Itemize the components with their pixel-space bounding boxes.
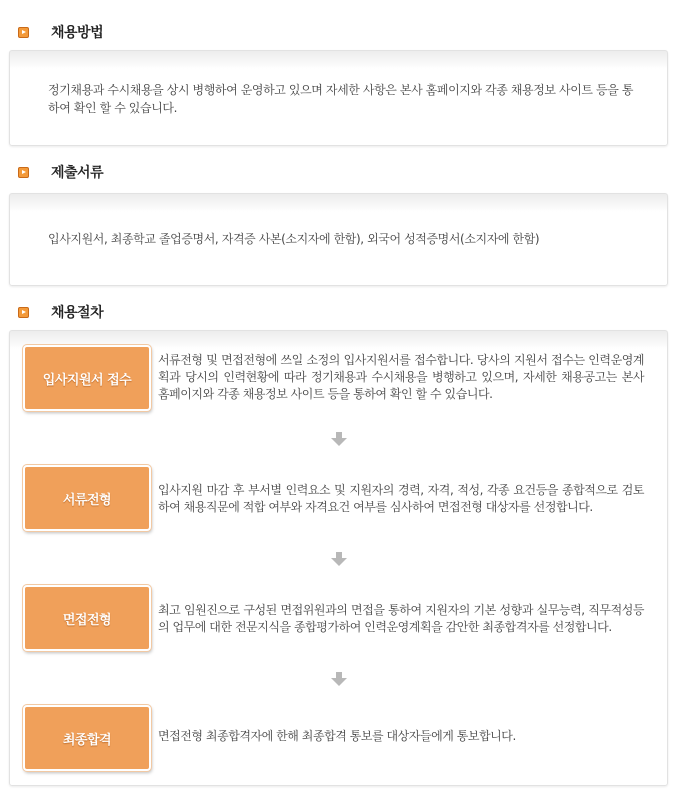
step-application-button xyxy=(23,345,151,411)
down-arrow-icon xyxy=(331,672,347,686)
step-description: 면접전형 최종합격자에 한해 최종합격 통보를 대상자들에게 통보합니다. xyxy=(158,729,516,743)
down-arrow-icon xyxy=(331,552,347,566)
step-description: 서류전형 및 면접전형에 쓰일 소정의 입사지원서를 접수합니다. 당사의 지원서 접수는 인력운영계획과 당시의 인력현황에 따라 정기채용과 수시채용을 병행하고 있으며, 자세한 채용공고는 본사 홈페이지와 각종 채용정보 사이트 등을 통하여 확인 할 수 있습니다. xyxy=(158,353,644,401)
step-final-acceptance-button xyxy=(23,705,151,771)
section-header-documents xyxy=(18,161,103,183)
section-header-method xyxy=(18,21,103,43)
section-title: 제출서류 xyxy=(51,165,104,181)
step-description: 최고 임원진으로 구성된 면접위원과의 면접을 통하여 지원자의 기본 성향과 실무능력, 직무적성등의 업무에 대한 전문지식을 종합평가하여 인력운영계획을 감안한 최종합격자를 선정합니다. xyxy=(158,603,644,634)
method-box xyxy=(9,50,668,146)
step-document-screening-button xyxy=(23,465,151,531)
step-description: 입사지원 마감 후 부서별 인력요소 및 지원자의 경력, 자격, 적성, 각종 요건등을 종합적으로 검토하여 채용직문에 적합 여부와 자격요건 여부를 심사하여 면접전형 대상자를 선정합니다. xyxy=(158,483,644,514)
method-text: 정기채용과 수시채용을 상시 병행하여 운영하고 있으며 자세한 사항은 본사 홈페이지와 각종 채용정보 사이트 등을 통하여 확인 할 수 있습니다. xyxy=(48,83,634,115)
section-header-procedure xyxy=(18,301,103,323)
section-title: 채용방법 xyxy=(51,25,104,41)
section-title: 채용절차 xyxy=(51,305,104,321)
step-interview-button xyxy=(23,585,151,651)
step-label: 서류전형 xyxy=(62,492,112,508)
step-label: 입사지원서 접수 xyxy=(42,372,132,388)
documents-text: 입사지원서, 최종학교 졸업증명서, 자격증 사본(소지자에 한함), 외국어 성적증명서(소지자에 한함) xyxy=(48,232,540,246)
bullet-arrow-icon xyxy=(18,27,29,38)
documents-box xyxy=(9,193,668,286)
bullet-arrow-icon xyxy=(18,167,29,178)
down-arrow-icon xyxy=(331,432,347,446)
bullet-arrow-icon xyxy=(18,307,29,318)
step-label: 최종합격 xyxy=(62,732,112,748)
step-label: 면접전형 xyxy=(62,612,112,628)
